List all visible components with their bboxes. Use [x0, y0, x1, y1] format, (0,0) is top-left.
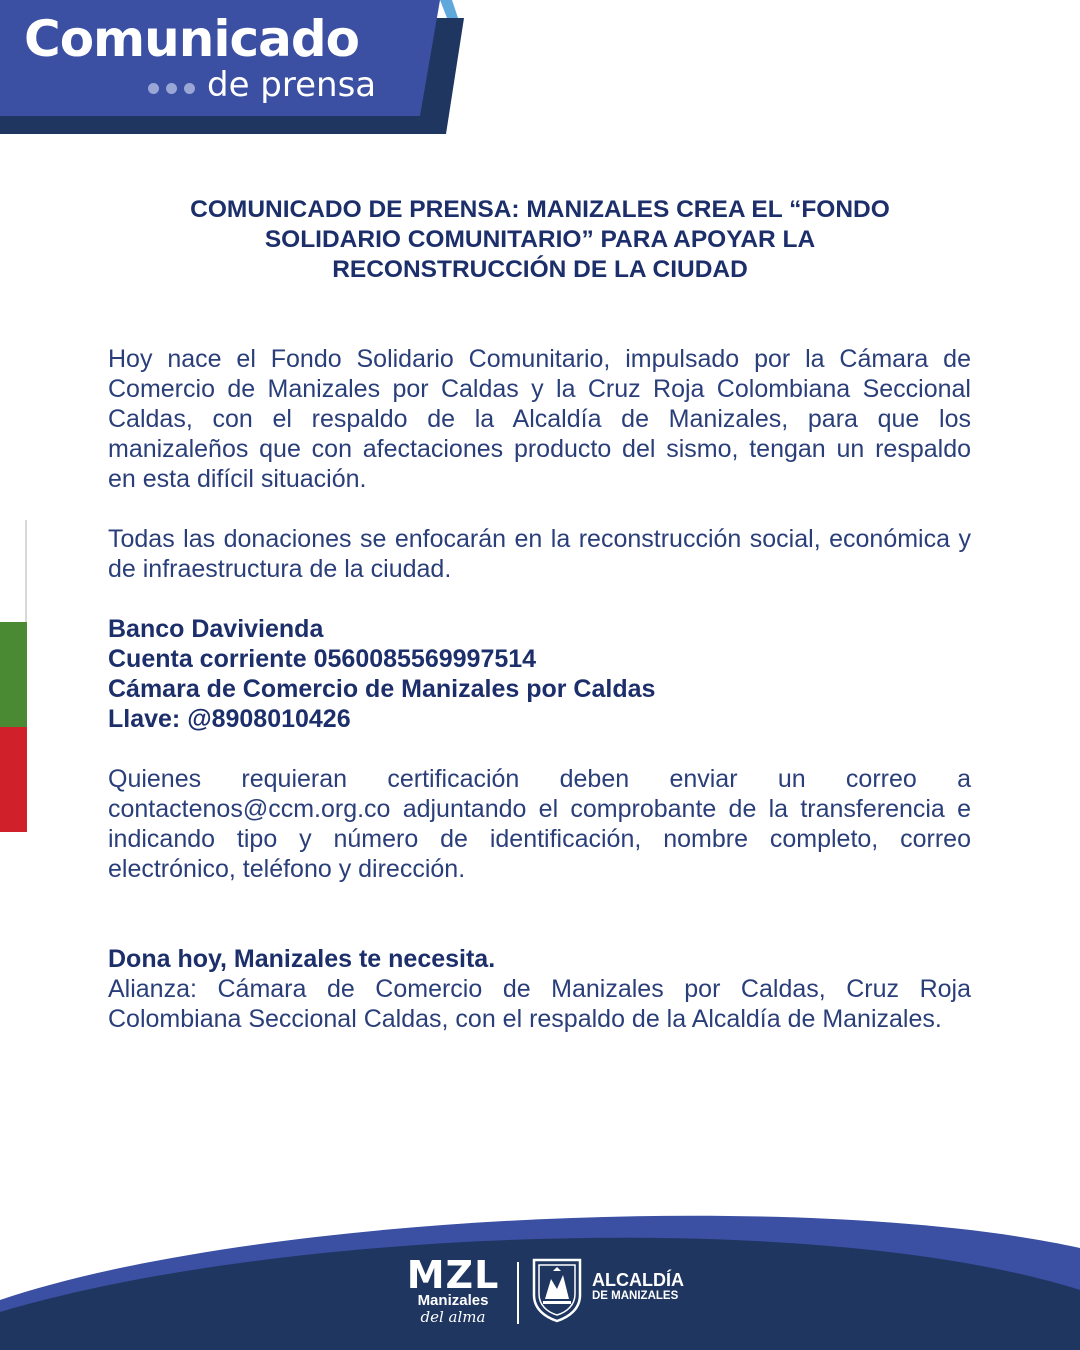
headline-line: COMUNICADO DE PRENSA: MANIZALES CREA EL “FONDO: [190, 196, 890, 223]
alcaldia-line2: DE MANIZALES: [592, 1290, 679, 1302]
body-content: [108, 344, 971, 1064]
paragraph-alliance: Alianza: Cámara de Comercio de Manizales por Caldas, Cruz Roja Colombiana Seccional Caldas, con el respaldo de la Alcaldía de Manizales.: [108, 975, 971, 1033]
footer-divider: [517, 1262, 519, 1324]
mzl-logo-name: Manizales: [417, 1292, 489, 1309]
paragraph-donations: Todas las donaciones se enfocarán en la reconstrucción social, económica y de infraestructura de la ciudad.: [108, 525, 971, 583]
paragraph-intro: Hoy nace el Fondo Solidario Comunitario, impulsado por la Cámara de Comercio de Manizales por Caldas y la Cruz Roja Colombiana Seccional Caldas, con el respaldo de la Alcaldía de Manizales, para que los manizaleños que con afectaciones producto del sismo, tengan un respaldo en esta difícil situación.: [108, 345, 971, 493]
bank-name: Banco Davivienda: [108, 615, 324, 643]
headline-line: RECONSTRUCCIÓN DE LA CIUDAD: [332, 256, 748, 283]
mzl-logo-word: MZL: [406, 1253, 500, 1297]
banner-subtitle-row: [148, 65, 377, 105]
headline: [130, 195, 950, 285]
banner-title: Comunicado: [24, 10, 359, 68]
header-banner: [0, 0, 480, 140]
flag-stripe-red: [0, 727, 27, 832]
dots-icon: [148, 83, 195, 94]
flag-stripe-green: [0, 622, 27, 727]
mzl-logo-tagline: del alma: [420, 1308, 486, 1326]
alcaldia-logo: [592, 1271, 684, 1303]
bank-details: [108, 614, 971, 734]
banner-subtitle: de prensa: [207, 65, 377, 105]
bank-holder: Cámara de Comercio de Manizales por Caldas: [108, 675, 656, 703]
call-to-action: Dona hoy, Manizales te necesita.: [108, 945, 496, 973]
paragraph-certification: Quienes requieran certificación deben enviar un correo a contactenos@ccm.org.co adjuntando el comprobante de la transferencia e indicando tipo y número de identificación, nombre completo, correo electrónico, teléfono y dirección.: [108, 765, 971, 883]
flag-stripe-white: [0, 520, 27, 622]
city-shield-icon: [531, 1257, 583, 1323]
alcaldia-line1: ALCALDÍA: [592, 1270, 684, 1290]
bank-account: Cuenta corriente 0560085569997514: [108, 645, 537, 673]
headline-line: SOLIDARIO COMUNITARIO” PARA APOYAR LA: [264, 226, 816, 253]
mzl-logo: [398, 1253, 508, 1326]
bank-key: Llave: @8908010426: [108, 705, 351, 733]
